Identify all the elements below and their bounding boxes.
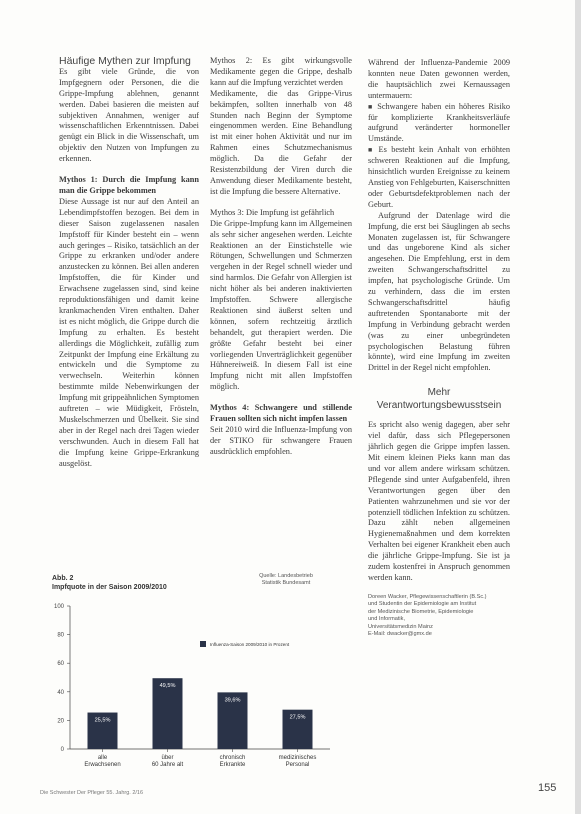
x-axis — [84, 749, 316, 768]
source-line: Statistik Bundesamt — [261, 580, 311, 586]
x-tick-label: medizinisches — [278, 755, 317, 761]
pandemic-paragraph: Während der Influenza-Pandemie 2009 konnten neue Daten gewonnen werden, die hauptsächlich zwei Kernaussagen untermauern: — [368, 58, 510, 100]
myth1-title: Mythos 1: Durch die Impfung kann man die Grippe bekommen — [59, 175, 199, 195]
author-line: Doreen Wacker, Pflegewissenschaftlerin (B.Sc.) — [368, 593, 487, 600]
myth3-title: Mythos 3: Die Impfung ist gefährlich — [210, 207, 335, 217]
myth2-text: Medikamente, die das Grippe-Virus bekämpfen, sollten innerhalb von 48 Stunden nach Beginn der Symptome eingenommen werden. Eine Behandlung ist mit einer hohen Aktivität und nur im Rahmen eines Schutzmechanismus möglich. Da die Gefahr der Resistenzbildung der Viren durch die Anwendung dieser Medikamente besteht, ist die Impfung die bessere Alternative. — [210, 88, 352, 196]
journal-footer: Die Schwester Der Pfleger 55. Jahrg. 2/16 — [40, 790, 144, 796]
figure-label: Abb. 2 — [52, 575, 74, 582]
x-tick-label: alle — [97, 755, 108, 761]
y-tick-label: 40 — [57, 689, 64, 696]
y-tick-label: 100 — [53, 604, 64, 610]
author-line: der Medizinische Biometrie, Epidemiologie — [368, 608, 474, 615]
myth1-text: Diese Aussage ist nur auf den Anteil an Lebendimpfstoffen bezogen. Bei dem in dieser Saison zugelassenen nasalen Impfstoff für Kinder besteht ein – wenn auch geringes – Risiko, tatsächlich an der Grippe zu erkranken und/oder andere anzustecken zu können. Bei allen anderen Impfstoffen, die für Kinder und Erwachsene zugelassen sind, sind keine reproduktionsfähigen und damit keine krankmachenden Viren enthalten. Daher ist es nicht möglich, die Grippe durch die Impfung zu erhalten. Es besteht allerdings die Möglichkeit, zufällig zum Zeitpunkt der Impfung eine Erkältung zu entwickeln und die Symptome zu verwechseln. Weiterhin können bestimmte milde Nebenwirkungen der Impfung mit grippeähnlichen Symptomen auftreten – wie Müdigkeit, Frösteln, Muskelschmerzen und Übelkeit. Sie sind aber in der Regel nach drei Tagen wieder verschwunden. Auch in diesem Fall hat die Impfung keine Grippe-Erkrankung ausgelöst. — [59, 196, 199, 468]
chart-title: Impfquote in der Saison 2009/2010 — [52, 584, 167, 591]
column-2 — [210, 56, 352, 458]
x-tick-label: chronisch — [219, 755, 246, 761]
bar-value-label: 49,5% — [159, 683, 176, 690]
author-email: E-Mail: dwacker@gmx.de — [368, 630, 432, 637]
x-tick-label: Erkrankte — [219, 762, 246, 768]
bar-value-label: 25,5% — [94, 717, 111, 724]
myth4-text: Seit 2010 wird die Influenza-Impfung von der STIKO für schwangere Frauen ausdrücklich empfohlen. — [210, 425, 352, 456]
bullet-item-1: ■ Schwangere haben ein höheres Risiko für komplizierte Krankheitsverläufe aufgrund veränderter hormoneller Umstände. — [368, 102, 510, 146]
author-line: und Studentin der Epidemiologie am Institut — [368, 601, 477, 608]
bars — [88, 678, 313, 749]
myth3-text: Die Grippe-Impfung kann im Allgemeinen als sehr sicher angesehen werden. Leichte Reaktionen an der Einstichstelle wie Rötungen, Schwellungen und Schmerzen vergehen in der Regel schnell wieder und sind harmlos. Die Gefahr von Allergien ist nicht höher als bei anderen inaktivierten Impfstoffen. Schwere allergische Reaktionen sind äußerst selten und können, sofern rechtzeitig ärztlich behandelt, gut therapiert werden. Die größte Gefahr besteht bei einer vorliegenden Unverträglichkeit gegenüber Hühnereiweiß. In diesem Fall ist eine Impfung nicht mit allen Impfstoffen möglich. — [210, 218, 352, 392]
column-3 — [368, 58, 510, 638]
bullet-item-2: ■ Es besteht kein Anhalt von erhöhten schweren Reaktionen auf die Impfung, hinsichtlich wurden Ereignisse zu keinem Anstieg von Fehlgeburten, Kaiserschnitten oder Geburtsdefektproblemen nach der Geburt. — [368, 145, 510, 210]
legend — [200, 641, 290, 647]
author-line: und Informatik, — [368, 616, 405, 623]
page-number: 155 — [538, 782, 557, 794]
x-tick-label: 60 Jahre alt — [151, 762, 184, 768]
y-tick-label: 60 — [57, 661, 64, 668]
legend-label: Influenza-Saison 2009/2010 in Prozent — [210, 642, 290, 647]
responsibility-paragraph: Es spricht also wenig dagegen, aber sehr viel dafür, dass sich Pflegepersonen jährlich gegen die Grippe impfen lassen. Mit einem kleinen Pieks kann man das und vor allem andere wirksam schützen. Pflegende sind unter Aufgabenfeld, ihren Verantwortungen gegen über den Patienten wahrzunehmen und sie vor der potenziell tödlichen Infektion zu schützen. Dazu zählt neben allgemeinen Hygienemaßnahmen und dem korrekten Verhalten bei eigener Krankheit eben auch die jährliche Grippe-Impfung. Sie ist ja zudem kostenfrei in Anspruch genommen werden kann. — [368, 420, 510, 582]
article-heading: Häufige Mythen zur Impfung — [59, 55, 191, 67]
bar-value-label: 27,5% — [289, 714, 306, 721]
intro-paragraph: Es gibt viele Gründe, die von Impfgegnern oder Personen, die die Grippe-Impfung ablehnen, genannt werden. Dabei basieren die meisten auf subjektiven Annahmen, weniger auf wissenschaftlichen Erkenntnissen. Dabei genügt ein Blick in die Wissenschaft, um objektiv den Nutzen von Impfungen zu erkennen. — [59, 66, 199, 164]
x-tick-label: Personal — [285, 762, 310, 768]
author-line: Universitätsmedizin Mainz — [368, 623, 433, 630]
recommendation-paragraph: Aufgrund der Datenlage wird die Impfung, die erst bei Säuglingen ab sechs Monaten zugelassen ist, für Schwangere und das ungeborene Kind als sicher angesehen. Die Empfehlung, erst in dem zweiten Schwangerschaftsdrittel zu impfen, hat psychologische Gründe. Um zu verhindern, dass die im ersten Schwangerschaftsdrittel häufig auftretenden Spontanaborte mit der Impfung in Verbindung gebracht werden (was zu einer unbegründeten psychologischen Belastung führen könnte), wird eine Impfung im zweiten Drittel in der Regel nicht empfohlen. — [368, 210, 510, 373]
myth4-title: Mythos 4: Schwangere und stillende Frauen sollten sich nicht impfen lassen — [210, 403, 352, 424]
column-1 — [59, 56, 199, 470]
legend-swatch — [200, 641, 206, 647]
y-tick-label: 80 — [57, 632, 64, 639]
y-tick-label: 0 — [60, 747, 64, 753]
bar-value-label: 39,6% — [224, 697, 241, 704]
x-tick-label: Erwachsenen — [84, 762, 121, 768]
myth2-title: Mythos 2: Es gibt wirkungsvolle Medikamente gegen die Grippe, deshalb kann auf die Impfung verzichtet werden — [210, 56, 352, 87]
author-box — [368, 594, 510, 638]
vaccination-rate-chart — [40, 568, 340, 778]
y-tick-label: 20 — [57, 718, 64, 725]
x-tick-label: über — [161, 755, 174, 761]
page-edge — [575, 0, 581, 814]
source-line: Quelle: Landesbetrieb — [259, 573, 313, 579]
section-heading: Mehr Verantwortungsbewusstsein — [376, 387, 502, 412]
